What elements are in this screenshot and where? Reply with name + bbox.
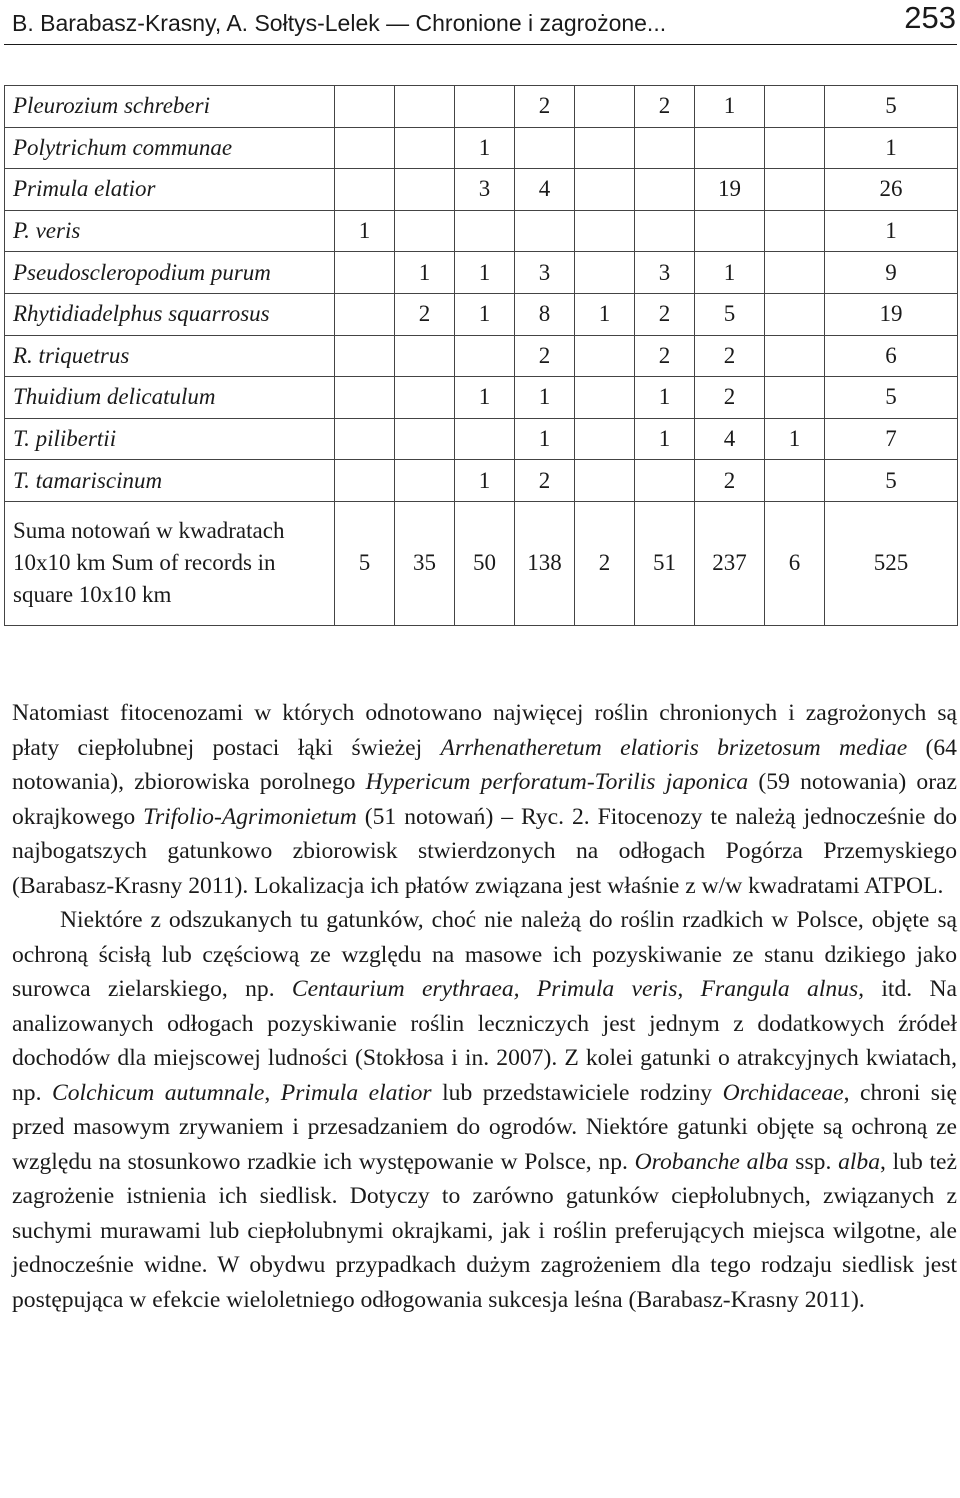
count-cell: 1 bbox=[515, 377, 575, 419]
table-row bbox=[5, 377, 958, 419]
count-cell bbox=[635, 210, 695, 252]
species-name: Pseudoscleropodium purum bbox=[5, 252, 335, 294]
running-header bbox=[12, 0, 956, 36]
count-cell bbox=[395, 86, 455, 128]
species-name: P. veris bbox=[5, 210, 335, 252]
count-cell bbox=[575, 210, 635, 252]
count-cell: 1 bbox=[515, 418, 575, 460]
count-cell bbox=[515, 210, 575, 252]
p2-italic-5: Orobanche alba bbox=[634, 1148, 789, 1175]
table-row bbox=[5, 335, 958, 377]
count-cell bbox=[455, 418, 515, 460]
count-cell: 2 bbox=[695, 460, 765, 502]
count-cell: 1 bbox=[695, 86, 765, 128]
count-cell: 1 bbox=[455, 252, 515, 294]
count-cell: 2 bbox=[695, 377, 765, 419]
count-cell bbox=[335, 335, 395, 377]
species-name: Pleurozium schreberi bbox=[5, 86, 335, 128]
count-cell bbox=[335, 460, 395, 502]
count-cell bbox=[335, 169, 395, 211]
sum-cell: 5 bbox=[335, 501, 395, 625]
count-cell bbox=[765, 460, 825, 502]
count-cell bbox=[765, 127, 825, 169]
count-cell bbox=[575, 169, 635, 211]
p2-italic-4: Orchidaceae bbox=[722, 1079, 844, 1106]
page-number: 253 bbox=[904, 0, 956, 35]
table-row bbox=[5, 210, 958, 252]
count-cell bbox=[635, 460, 695, 502]
table-row bbox=[5, 460, 958, 502]
p1-text-1: Natomiast fitocenozami w których odnotowano najwięcej roślin chronionych i zagrożonych są płaty ciepłolubnej postaci łąki świeżej bbox=[12, 700, 957, 761]
sum-cell: 51 bbox=[635, 501, 695, 625]
count-cell bbox=[695, 210, 765, 252]
count-cell bbox=[335, 252, 395, 294]
count-cell bbox=[765, 252, 825, 294]
sum-row-label: Suma notowań w kwadratach 10x10 km Sum of records in square 10x10 km bbox=[5, 501, 335, 625]
count-cell bbox=[635, 127, 695, 169]
count-cell bbox=[395, 335, 455, 377]
species-name: Primula elatior bbox=[5, 169, 335, 211]
p2-text-7: , lub też zagrożenie istnienia ich siedlisk. Dotyczy to zarówno gatunków ciepłolubnych, związanych z suchymi murawami lub ciepłolubnymi okrajkami, jak i roślin preferujących miejsca wilgotne, ale jednocześnie widne. W obydwu przypadkach dużym zagrożeniem dla tego rodzaju siedlisk jest postępująca w efekcie wieloletniego odłogowania sukcesja leśna (Barabasz-Krasny 2011). bbox=[12, 1148, 957, 1313]
p1-text-3: (59 notowania) oraz okrajkowego bbox=[12, 769, 958, 830]
count-cell: 1 bbox=[395, 252, 455, 294]
p2-text-6: ssp. bbox=[788, 1148, 839, 1175]
running-title: B. Barabasz-Krasny, A. Sołtys-Lelek — Chronione i zagrożone... bbox=[12, 10, 667, 36]
p1-italic-1: Arrhenatheretum elatioris brizetosum mediae bbox=[440, 734, 908, 761]
p1-text-2: (64 notowania), zbiorowiska porolnego bbox=[12, 734, 957, 795]
count-cell bbox=[575, 252, 635, 294]
count-cell bbox=[335, 293, 395, 335]
species-name: T. tamariscinum bbox=[5, 460, 335, 502]
species-name: Polytrichum communae bbox=[5, 127, 335, 169]
species-table-body bbox=[5, 86, 958, 626]
count-cell: 1 bbox=[455, 460, 515, 502]
table-row bbox=[5, 252, 958, 294]
species-name: Rhytidiadelphus squarrosus bbox=[5, 293, 335, 335]
species-name: Thuidium delicatulum bbox=[5, 377, 335, 419]
paragraph-1 bbox=[12, 696, 957, 903]
count-cell bbox=[455, 335, 515, 377]
sum-cell: 525 bbox=[825, 501, 958, 625]
p2-text-5: , chroni się przed masowym zrywaniem i przesadzaniem do ogrodów. Niektóre gatunki objęte są ochroną ze względu na stosunkowo rzadkie ich występowanie w Polsce, np. bbox=[12, 1079, 958, 1175]
sum-cell: 237 bbox=[695, 501, 765, 625]
p2-text-3: , bbox=[264, 1079, 281, 1106]
count-cell bbox=[335, 418, 395, 460]
count-cell: 4 bbox=[695, 418, 765, 460]
count-cell: 5 bbox=[825, 460, 958, 502]
count-cell bbox=[575, 127, 635, 169]
table-row bbox=[5, 169, 958, 211]
body-text bbox=[12, 696, 957, 1317]
table-row bbox=[5, 293, 958, 335]
count-cell bbox=[395, 127, 455, 169]
p1-italic-2: Hypericum perforatum-Torilis japonica bbox=[365, 769, 749, 795]
count-cell bbox=[765, 293, 825, 335]
count-cell: 1 bbox=[335, 210, 395, 252]
sum-cell: 2 bbox=[575, 501, 635, 625]
count-cell: 26 bbox=[825, 169, 958, 211]
species-name: T. pilibertii bbox=[5, 418, 335, 460]
count-cell bbox=[335, 127, 395, 169]
count-cell bbox=[575, 86, 635, 128]
count-cell bbox=[765, 210, 825, 252]
count-cell: 5 bbox=[825, 86, 958, 128]
p1-text-4: (51 notowań) – Ryc. 2. Fitocenozy te należą jednocześnie do najbogatszych gatunkowo zbiorowisk stwierdzonych na odłogach Pogórza Przemyskiego (Barabasz-Krasny 2011). Lokalizacja ich płatów związana jest właśnie z w/w kwadratami ATPOL. bbox=[12, 803, 957, 899]
count-cell bbox=[575, 377, 635, 419]
count-cell bbox=[395, 460, 455, 502]
count-cell: 3 bbox=[635, 252, 695, 294]
count-cell: 1 bbox=[825, 127, 958, 169]
count-cell: 9 bbox=[825, 252, 958, 294]
count-cell bbox=[575, 418, 635, 460]
count-cell: 3 bbox=[515, 252, 575, 294]
species-table bbox=[4, 85, 958, 626]
count-cell: 3 bbox=[455, 169, 515, 211]
count-cell: 5 bbox=[695, 293, 765, 335]
p1-italic-3: Trifolio-Agrimonietum bbox=[143, 803, 357, 830]
p2-italic-1: Centaurium erythraea, Primula veris, Frangula alnus, bbox=[291, 976, 865, 1002]
header-rule bbox=[4, 44, 957, 45]
count-cell bbox=[335, 377, 395, 419]
count-cell: 1 bbox=[455, 293, 515, 335]
count-cell bbox=[395, 169, 455, 211]
count-cell: 1 bbox=[695, 252, 765, 294]
count-cell: 19 bbox=[695, 169, 765, 211]
count-cell: 1 bbox=[455, 127, 515, 169]
count-cell: 4 bbox=[515, 169, 575, 211]
count-cell bbox=[635, 169, 695, 211]
count-cell bbox=[455, 210, 515, 252]
p2-text-1: Niektóre z odszukanych tu gatunków, choć nie należą do roślin rzadkich w Polsce, objęte są ochroną ścisłą lub częściową ze względu na masowe ich pozyskiwanie ze stanu dzikiego jako surowca zielarskiego, np. bbox=[12, 907, 957, 1002]
count-cell bbox=[395, 418, 455, 460]
count-cell bbox=[765, 169, 825, 211]
p2-italic-2: Colchicum autumnale bbox=[52, 1079, 265, 1106]
count-cell: 2 bbox=[695, 335, 765, 377]
count-cell: 1 bbox=[765, 418, 825, 460]
count-cell bbox=[395, 377, 455, 419]
sum-cell: 35 bbox=[395, 501, 455, 625]
count-cell: 2 bbox=[635, 86, 695, 128]
sum-cell: 138 bbox=[515, 501, 575, 625]
count-cell: 2 bbox=[515, 86, 575, 128]
count-cell: 1 bbox=[635, 418, 695, 460]
paragraph-2 bbox=[12, 903, 957, 1317]
p2-italic-3: Primula elatior bbox=[280, 1079, 432, 1106]
table-row bbox=[5, 127, 958, 169]
count-cell: 7 bbox=[825, 418, 958, 460]
count-cell bbox=[455, 86, 515, 128]
p2-italic-6: alba bbox=[838, 1148, 881, 1175]
sum-cell: 6 bbox=[765, 501, 825, 625]
count-cell bbox=[515, 127, 575, 169]
count-cell: 2 bbox=[515, 460, 575, 502]
p2-text-4: lub przedstawiciele rodziny bbox=[431, 1079, 723, 1106]
count-cell bbox=[765, 86, 825, 128]
count-cell bbox=[765, 335, 825, 377]
count-cell: 5 bbox=[825, 377, 958, 419]
count-cell: 2 bbox=[635, 293, 695, 335]
count-cell bbox=[395, 210, 455, 252]
count-cell bbox=[335, 86, 395, 128]
count-cell: 1 bbox=[575, 293, 635, 335]
count-cell: 1 bbox=[455, 377, 515, 419]
sum-cell: 50 bbox=[455, 501, 515, 625]
count-cell: 19 bbox=[825, 293, 958, 335]
count-cell bbox=[695, 127, 765, 169]
count-cell: 2 bbox=[635, 335, 695, 377]
count-cell: 1 bbox=[635, 377, 695, 419]
count-cell: 2 bbox=[515, 335, 575, 377]
table-row bbox=[5, 418, 958, 460]
count-cell bbox=[575, 460, 635, 502]
table-row bbox=[5, 86, 958, 128]
count-cell: 6 bbox=[825, 335, 958, 377]
count-cell: 8 bbox=[515, 293, 575, 335]
count-cell bbox=[765, 377, 825, 419]
p2-text-2: itd. Na analizowanych odłogach pozyskiwanie roślin leczniczych jest jednym z dodatkowych źródeł dochodów dla miejscowej ludności (Stokłosa i in. 2007). Z kolei gatunki o atrakcyjnych kwiatach, np. bbox=[12, 976, 957, 1106]
count-cell bbox=[575, 335, 635, 377]
count-cell: 1 bbox=[825, 210, 958, 252]
sum-row bbox=[5, 501, 958, 625]
species-name: R. triquetrus bbox=[5, 335, 335, 377]
count-cell: 2 bbox=[395, 293, 455, 335]
